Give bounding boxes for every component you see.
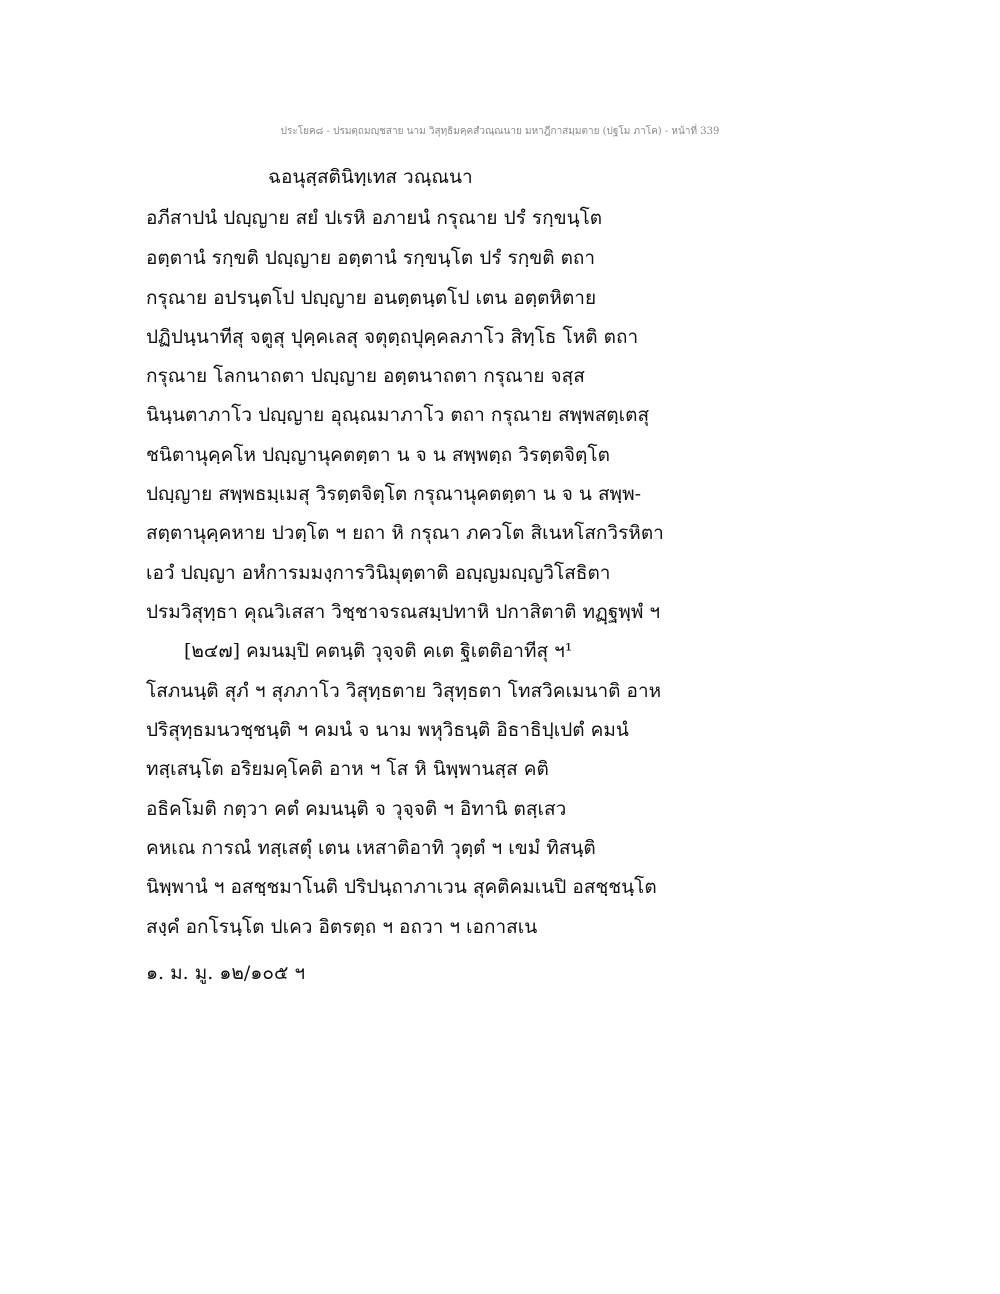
text-line: ปฏิปนฺนาทีสุ จตูสุ ปุคฺคเลสุ จตุตฺถปุคฺคลภาโว สิทฺโธ โหติ ตถา	[146, 326, 639, 348]
text-line: กรุณาย โลกนาถตา ปญฺญาย อตฺตนาถตา กรุณาย จสฺส	[146, 365, 585, 387]
text-line: [๒๔๗] คมนมฺปิ คตนฺติ วุจฺจติ คเต ฐิเตติอาทีสุ ฯ¹	[184, 640, 573, 662]
text-line: ปรมวิสุทฺธา คุณวิเสสา วิชฺชาจรณสมฺปทาหิ ปกาสิตาติ ทฏฺฐพฺพํ ฯ	[146, 601, 661, 623]
page-header: ประโยค๘ - ปรมตฺถมญฺชสาย นาม วิสุทฺธิมคฺคสํวณฺณนาย มหาฎีกาสมฺมตาย (ปฐโม ภาโค) - หน้าที่ 339	[280, 126, 720, 137]
text-line: กรุณาย อปรนฺตโป ปญฺญาย อนตฺตนฺตโป เตน อตฺตหิตาย	[146, 287, 597, 309]
text-line: ปญฺญาย สพฺพธมฺเมสุ วิรตฺตจิตฺโต กรุณานุคตตฺตา น จ น สพฺพ-	[146, 483, 642, 505]
text-line: โสภนนฺติ สุภํ ฯ สุภภาโว วิสุทฺธตาย วิสุทฺธตา โทสวิคเมนาติ อาห	[146, 680, 662, 702]
text-line: คหเณ การณํ ทสฺเสตุํ เตน เหสาติอาทิ วุตฺตํ ฯ เขมํ ทิสนฺติ	[146, 837, 596, 859]
text-line: นิพฺพานํ ฯ อสชฺชมาโนติ ปริปนฺถาภาเวน สุคติคมเนปิ อสชฺชนฺโต	[146, 876, 657, 898]
text-line: สตฺตานุคฺคหาย ปวตฺโต ฯ ยถา หิ กรุณา ภควโต สิเนหโสกวิรหิตา	[146, 522, 664, 544]
footnote: ๑. ม. มู. ๑๒/๑๐๕ ฯ	[146, 962, 306, 984]
section-title: ฉอนุสฺสตินิทฺเทส วณฺณนา	[268, 166, 473, 188]
text-line: นินฺนตาภาโว ปญฺญาย อุณฺณมาภาโว ตถา กรุณาย สพฺพสตฺเตสุ	[146, 404, 650, 426]
text-line: เอวํ ปญฺญา อหํการมมงฺการวินิมุตฺตาติ อญฺญมญฺญวิโสธิตา	[146, 562, 611, 584]
text-line: อตฺตานํ รกฺขติ ปญฺญาย อตฺตานํ รกฺขนฺโต ปรํ รกฺขติ ตถา	[146, 247, 596, 269]
text-line: อภีสาปนํ ปญฺญาย สยํ ปเรหิ อภายนํ กรุณาย ปรํ รกฺขนฺโต	[146, 207, 603, 229]
text-line: สงฺคํ อกโรนฺโต ปเคว อิตรตฺถ ฯ อถวา ฯ เอกาสเน	[146, 916, 538, 938]
text-line: ทสฺเสนฺโต อริยมคฺโคติ อาห ฯ โส หิ นิพฺพานสฺส คติ	[146, 758, 549, 780]
text-line: ปริสุทฺธมนวชฺชนฺติ ฯ คมนํ จ นาม พหุวิธนฺติ อิธาธิปฺเปตํ คมนํ	[146, 719, 629, 741]
text-line: อธิคโมติ กตฺวา คตํ คมนนฺติ จ วุจฺจติ ฯ อิทานิ ตสฺเสว	[146, 798, 567, 820]
text-line: ชนิตานุคฺคโห ปญฺญานุคตตฺตา น จ น สพฺพตฺถ วิรตฺตจิตฺโต	[146, 444, 610, 466]
